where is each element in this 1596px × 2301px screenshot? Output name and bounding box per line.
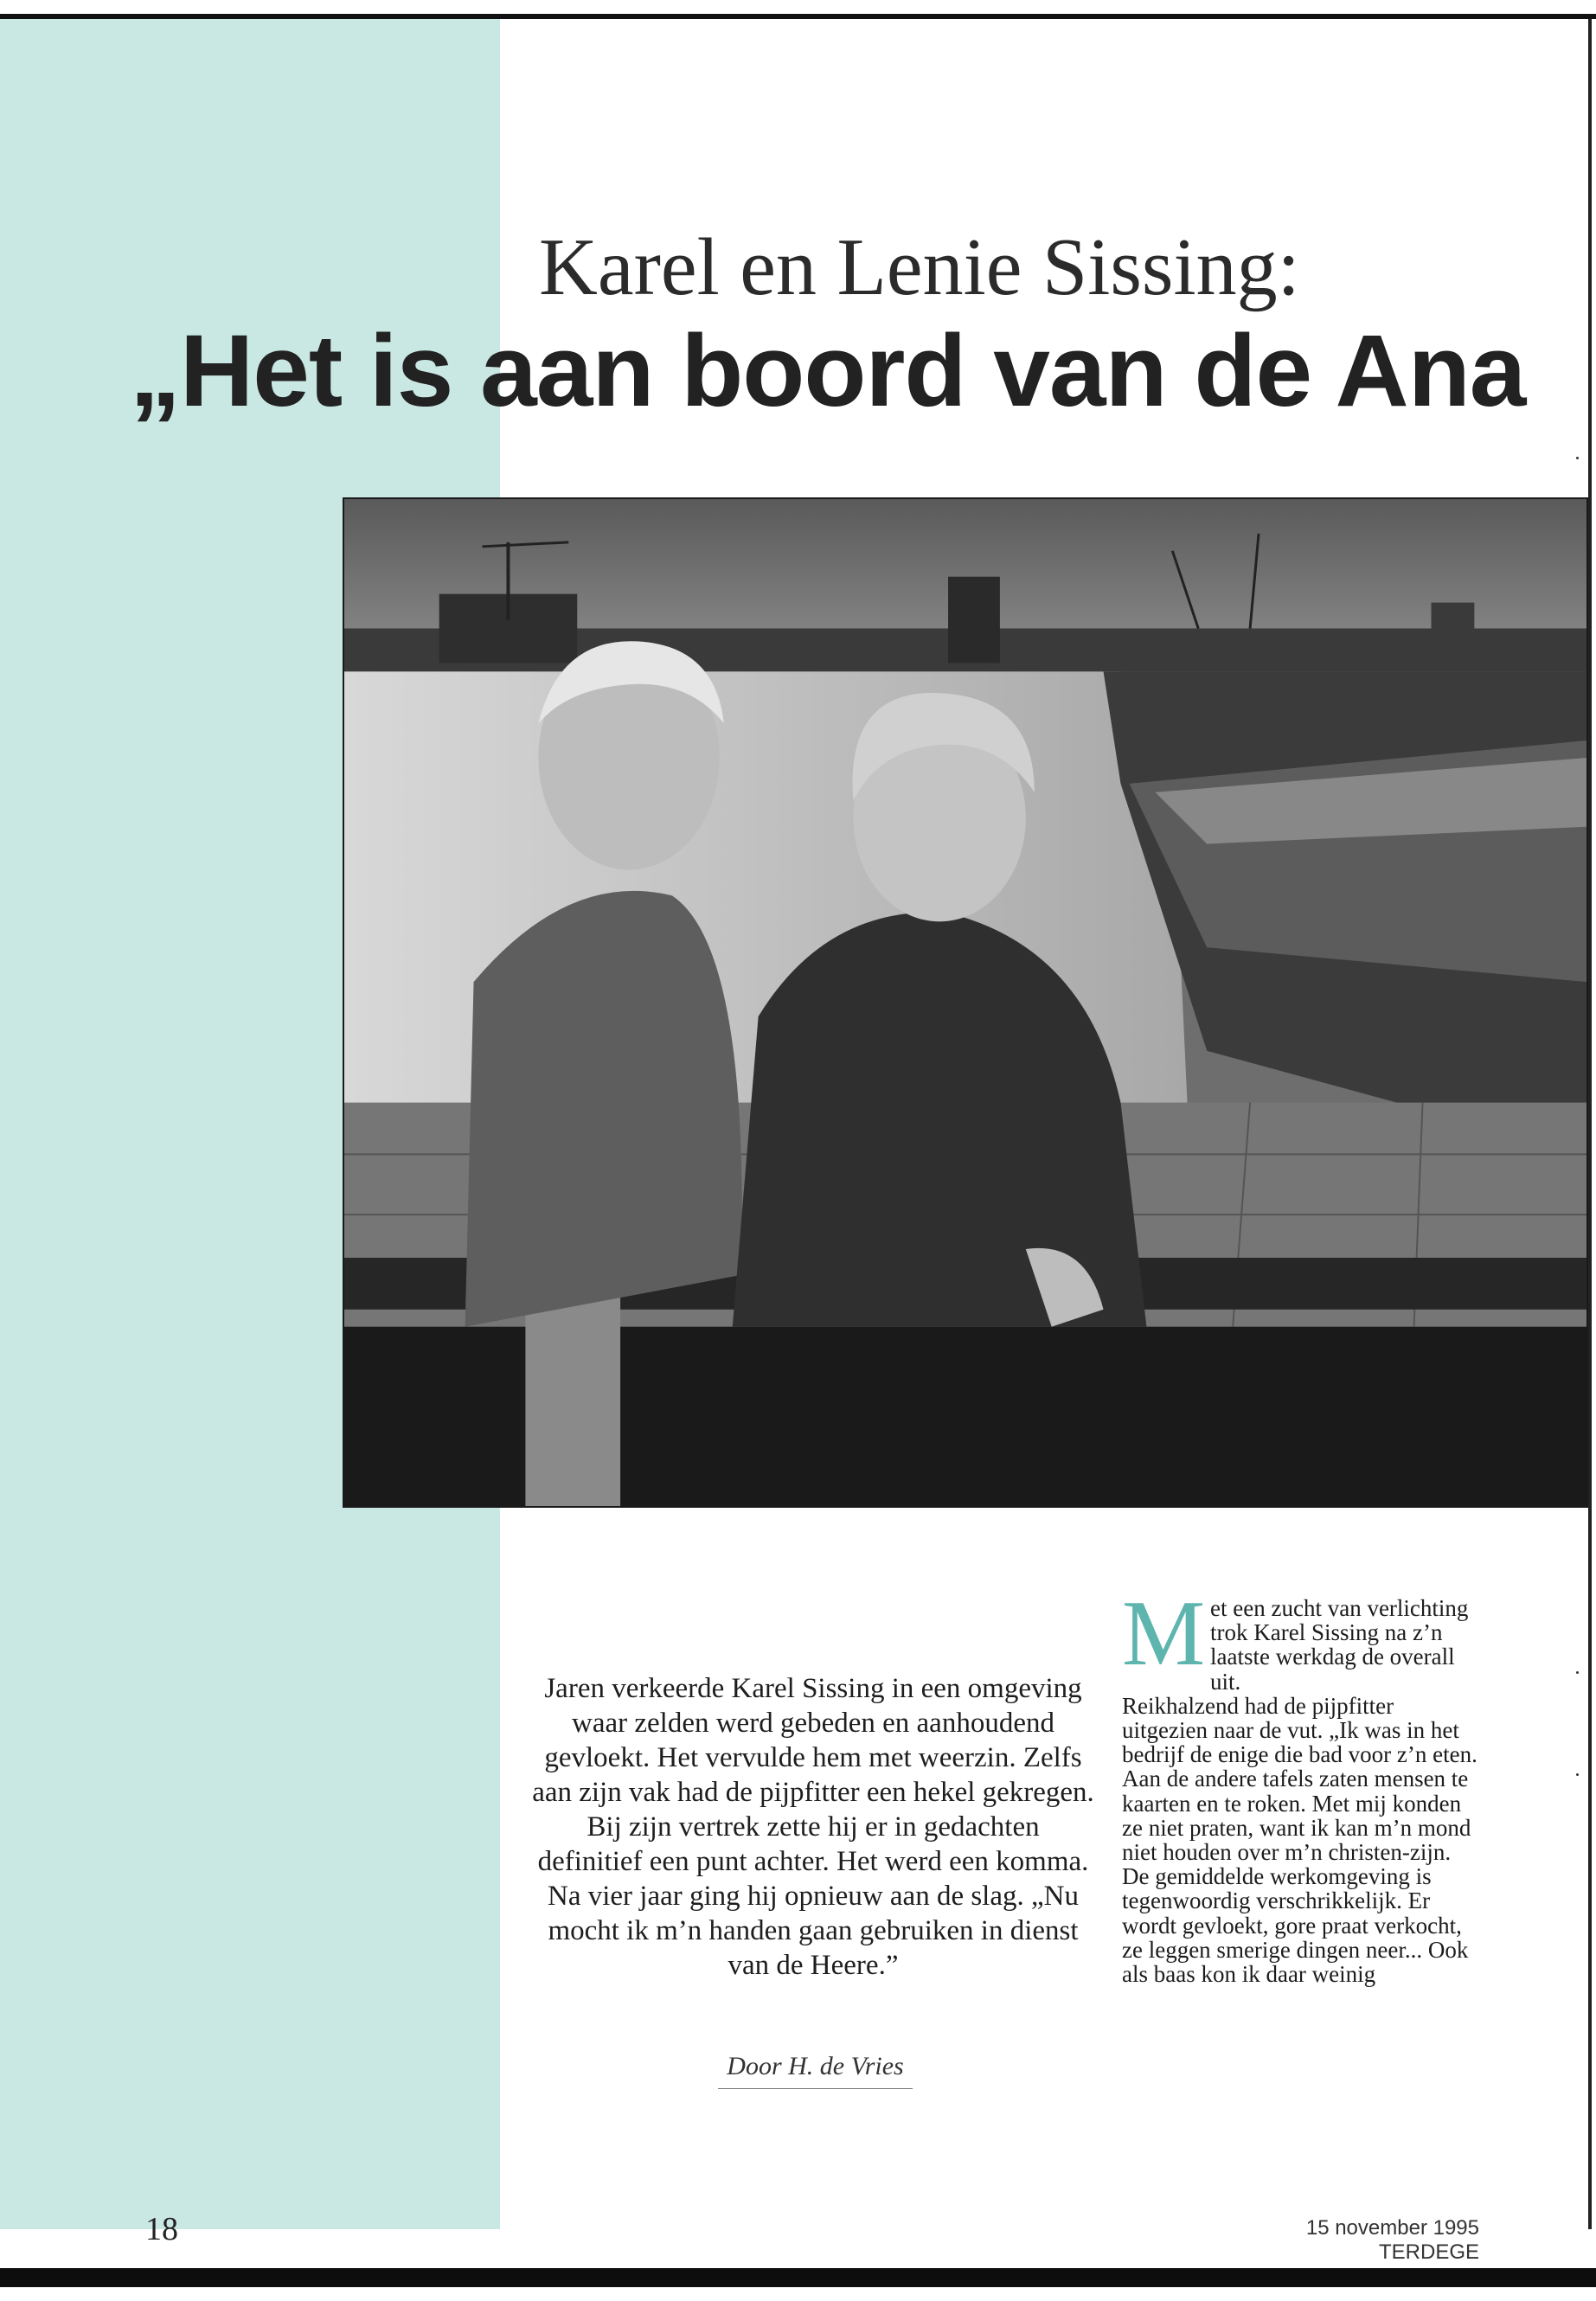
article-kicker: Karel en Lenie Sissing: (539, 222, 1300, 312)
article-headline-wrap (0, 320, 1596, 433)
article-byline: Door H. de Vries (718, 2052, 913, 2089)
article-intro: Jaren verkeerde Karel Sissing in een omgeving waar zelden werd gebeden en aanhoudend gevloekt. Het vervulde hem met weerzin. Zelfs aan zijn vak had de pijpfitter een hekel gekregen. Bij zijn vertrek zette hij er in gedachten definitief een punt achter. Het werd een komma. Na vier jaar ging hij opnieuw aan de slag. „Nu mocht ik m’n handen gaan gebruiken in dienst van de Heere.” (532, 1673, 1094, 1981)
article-headline: „Het is aan boord van de Ana (130, 320, 1526, 428)
body-paragraph-1: et een zucht van verlichting trok Karel Sissing na z’n laatste werkdag de overall uit. (1210, 1595, 1469, 1695)
issue-dateline: 15 november 1995 TERDEGE (1305, 2216, 1479, 2264)
bottom-rule (0, 2268, 1596, 2287)
margin-dot (1576, 1773, 1579, 1776)
body-paragraph-2: Reikhalzend had de pijpfitter uitgezien naar de vut. „Ik was in het bedrijf de enige die bad voor z’n eten. Aan de andere tafels zaten mensen te kaarten en te roken. Met mij konden ze niet praten, want ik kan m’n mond niet houden over m’n christen-zijn. De gemiddelde werkomgeving is tegenwoordig verschrikkelijk. Er wordt gevloekt, gore praat verkocht, ze leggen smerige dingen neer... Ook als baas kon ik daar weinig (1122, 1692, 1477, 1988)
photo-illustration (344, 499, 1586, 1506)
page-number: 18 (145, 2211, 178, 2247)
margin-dot (1576, 1671, 1579, 1674)
margin-dot (1576, 457, 1579, 459)
article-photo (343, 497, 1588, 1508)
article-body-column (1122, 1582, 1478, 1988)
drop-cap: M (1122, 1582, 1206, 1685)
